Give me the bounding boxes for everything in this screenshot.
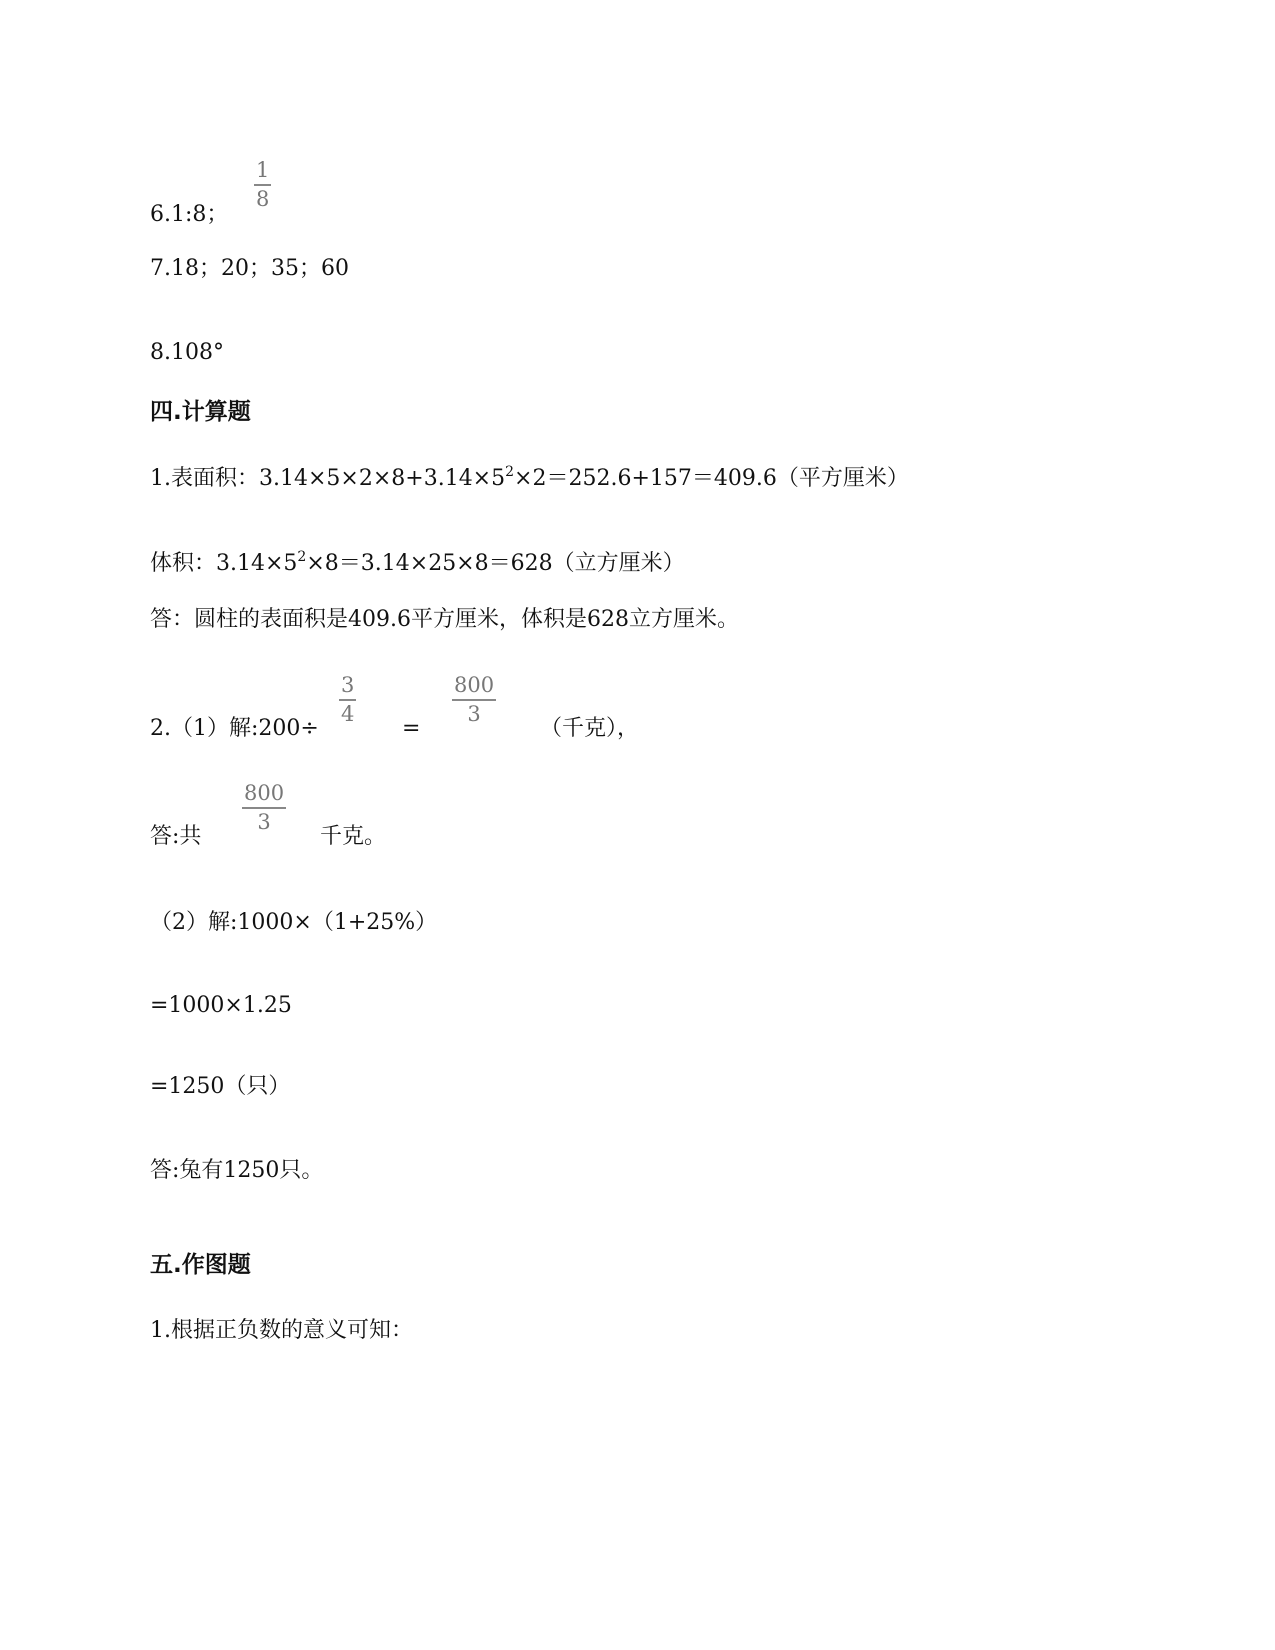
- q2-answer1-suffix: 千克。: [320, 824, 387, 849]
- fraction-800-thirds: [242, 783, 286, 833]
- q2-part2-line2: =1000×1.25: [150, 993, 292, 1018]
- fraction-denominator: 4: [341, 701, 355, 726]
- section-heading-drawing: 五.作图题: [150, 1252, 251, 1278]
- q1-surface-exponent: 2: [505, 464, 515, 480]
- q2-part2-line3: =1250（只）: [150, 1074, 291, 1099]
- answer-line-7: 7.18；20；35；60: [150, 256, 349, 281]
- fraction-denominator: 3: [467, 701, 481, 726]
- fraction-denominator: 3: [257, 809, 271, 834]
- answer-line-6: 6.1:8；: [150, 202, 229, 227]
- q1-surface-area-line: [150, 464, 909, 491]
- q2-part2-line1: （2）解:1000×（1+25%）: [150, 910, 438, 935]
- q1-volume-exponent: 2: [297, 549, 307, 565]
- q1-surface-text-b: ×2＝252.6+157＝409.6（平方厘米）: [514, 466, 909, 491]
- fraction-three-quarters: [339, 675, 356, 725]
- section-heading-calculation: 四.计算题: [150, 399, 251, 425]
- q1-volume-text-a: 体积：3.14×5: [150, 551, 298, 576]
- q2-answer2: 答:兔有1250只。: [150, 1158, 324, 1183]
- fraction-numerator: 1: [256, 158, 270, 182]
- q1-volume-text-b: ×8＝3.14×25×8＝628（立方厘米）: [306, 551, 685, 576]
- q2-part1-equals: =: [402, 716, 421, 741]
- fraction-800-thirds: [452, 675, 496, 725]
- fraction-numerator: 800: [244, 781, 285, 805]
- answer-line-8: 8.108°: [150, 340, 224, 365]
- fraction-numerator: 3: [341, 673, 355, 697]
- q2-part1-prefix: 2.（1）解:200÷: [150, 716, 319, 741]
- q2-answer1-prefix: 答:共: [150, 824, 202, 849]
- q2-part1-suffix: （千克），: [540, 716, 640, 741]
- q1-volume-line: [150, 549, 685, 576]
- fraction-numerator: 800: [454, 673, 495, 697]
- q1-surface-text-a: 1.表面积：3.14×5×2×8+3.14×5: [150, 466, 506, 491]
- fraction-denominator: 8: [256, 186, 270, 211]
- q1-answer: 答：圆柱的表面积是409.6平方厘米，体积是628立方厘米。: [150, 607, 739, 632]
- q5-1-line: 1.根据正负数的意义可知：: [150, 1318, 413, 1343]
- fraction-one-eighth: [254, 160, 271, 210]
